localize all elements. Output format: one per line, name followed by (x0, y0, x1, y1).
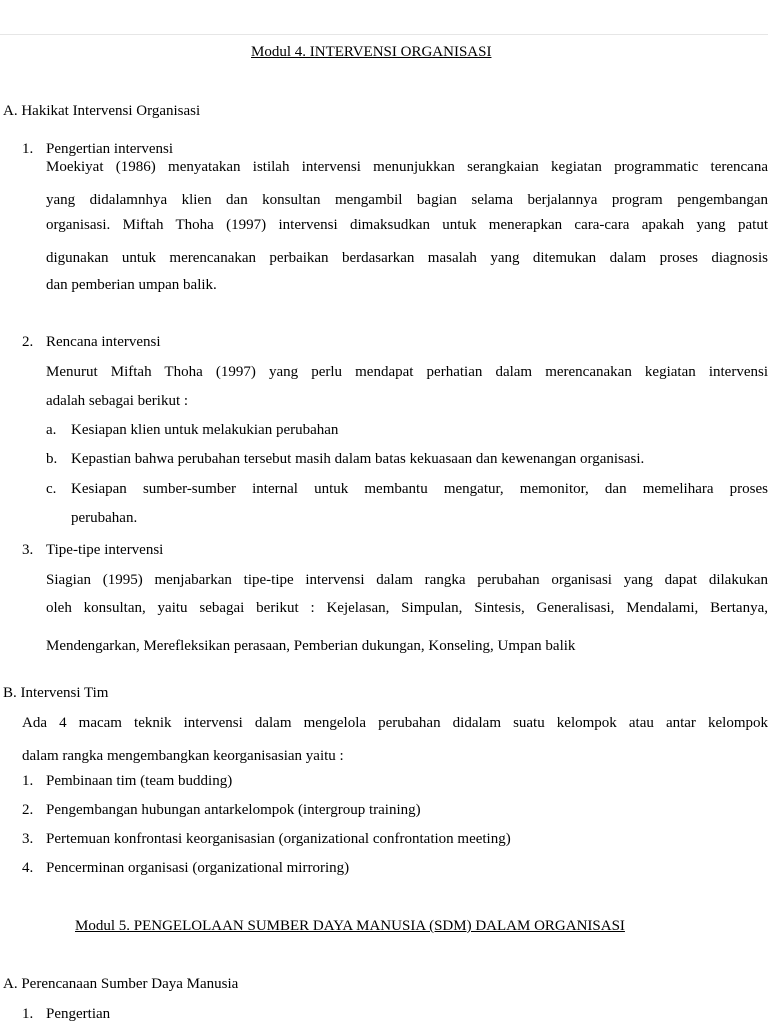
list-item: Pengembangan hubungan antarkelompok (intergroup training) (46, 802, 421, 818)
list-item-number: 2. (22, 802, 34, 818)
subitem-c-text: Kesiapan sumber-sumber internal untuk membantu mengatur, memonitor, dan memelihara proses (71, 481, 768, 497)
list-item: Pencerminan organisasi (organizational mirroring) (46, 860, 350, 876)
item-1-text-line: Moekiyat (1986) menyatakan istilah intervensi menunjukkan serangkaian kegiatan programmatic terencana (46, 159, 768, 175)
item-3-title: Tipe-tipe intervensi (46, 542, 164, 558)
item-2-title: Rencana intervensi (46, 334, 161, 350)
list-item: Pertemuan konfrontasi keorganisasian (organizational confrontation meeting) (46, 831, 511, 847)
item-3-text-line: Mendengarkan, Merefleksikan perasaan, Pemberian dukungan, Konseling, Umpan balik (46, 638, 576, 654)
item-3-number: 3. (22, 542, 34, 558)
item-2-text-line: Menurut Miftah Thoha (1997) yang perlu mendapat perhatian dalam merencanakan kegiatan intervensi (46, 364, 768, 380)
item-1-number: 1. (22, 1006, 34, 1022)
section-b-text-line: dalam rangka mengembangkan keorganisasian yaitu : (22, 748, 344, 764)
subitem-c-text: perubahan. (71, 510, 138, 526)
item-1-text-line: yang didalamnhya klien dan konsultan mengambil bagian selama berjalannya program pengembangan (46, 192, 768, 208)
item-1-text-line: dan pemberian umpan balik. (46, 277, 217, 293)
section-a-heading: A. Perencanaan Sumber Daya Manusia (3, 976, 239, 992)
item-2-text-line: adalah sebagai berikut : (46, 393, 189, 409)
page-top-border (0, 34, 768, 35)
item-1-number: 1. (22, 141, 34, 157)
item-3-text-line: Siagian (1995) menjabarkan tipe-tipe intervensi dalam rangka perubahan organisasi yang dapat dilakukan (46, 572, 768, 588)
subitem-c-letter: c. (46, 481, 57, 497)
item-1-title: Pengertian intervensi (46, 141, 174, 157)
module-5-title: Modul 5. PENGELOLAAN SUMBER DAYA MANUSIA (SDM) DALAM ORGANISASI (75, 918, 625, 934)
subitem-b-text: Kepastian bahwa perubahan tersebut masih dalam batas kekuasaan dan kewenangan organisasi. (71, 451, 645, 467)
item-1-text-line: organisasi. Miftah Thoha (1997) intervensi dimaksudkan untuk menerapkan cara-cara apakah yang patut (46, 217, 768, 233)
module-4-title: Modul 4. INTERVENSI ORGANISASI (251, 44, 492, 60)
section-b-heading: B. Intervensi Tim (3, 685, 109, 701)
list-item: Pembinaan tim (team budding) (46, 773, 233, 789)
item-1-text-line: digunakan untuk merencanakan perbaikan berdasarkan masalah yang ditemukan dalam proses diagnosis (46, 250, 768, 266)
item-2-number: 2. (22, 334, 34, 350)
subitem-b-letter: b. (46, 451, 58, 467)
subitem-a-letter: a. (46, 422, 57, 438)
item-3-text-line: oleh konsultan, yaitu sebagai berikut : Kejelasan, Simpulan, Sintesis, Generalisasi, Mendalami, Bertanya, (46, 600, 768, 616)
list-item-number: 1. (22, 773, 34, 789)
section-a-heading: A. Hakikat Intervensi Organisasi (3, 103, 201, 119)
list-item-number: 3. (22, 831, 34, 847)
list-item-number: 4. (22, 860, 34, 876)
item-1-title: Pengertian (46, 1006, 111, 1022)
section-b-text-line: Ada 4 macam teknik intervensi dalam mengelola perubahan didalam suatu kelompok atau antar kelompok (22, 715, 768, 731)
subitem-a-text: Kesiapan klien untuk melakukian perubahan (71, 422, 339, 438)
